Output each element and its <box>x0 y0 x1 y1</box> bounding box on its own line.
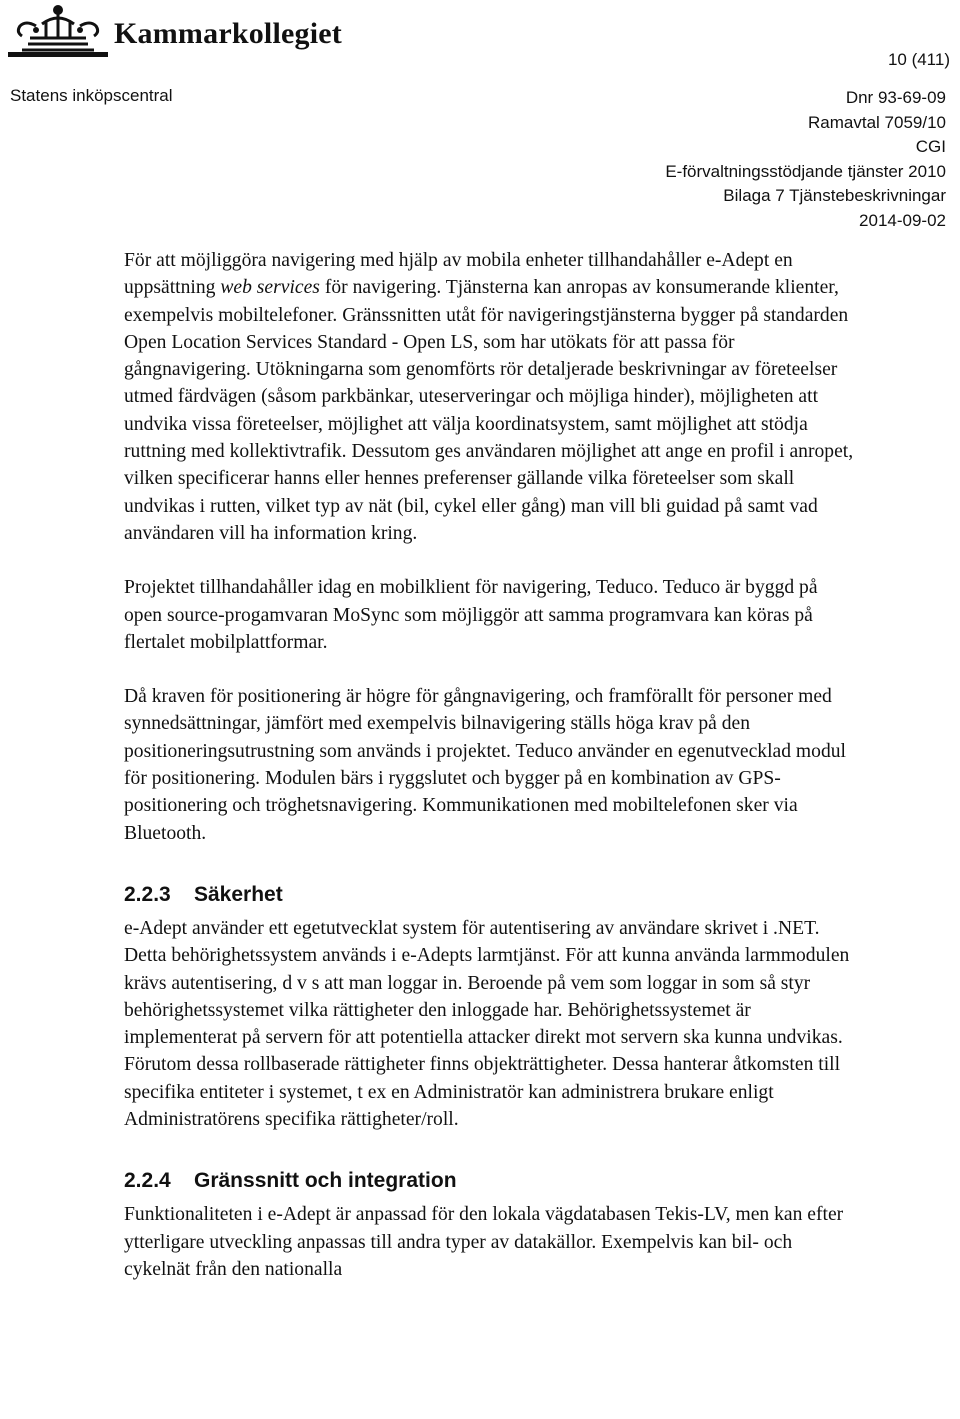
meta-line-appendix: Bilaga 7 Tjänstebeskrivningar <box>723 186 946 206</box>
kammarkollegiet-logo <box>6 4 342 60</box>
paragraph-web-services <box>124 247 854 547</box>
document-body <box>124 247 854 1283</box>
meta-line-date: 2014-09-02 <box>859 210 946 230</box>
section-number: 2.2.4 <box>124 1169 171 1193</box>
section-number: 2.2.3 <box>124 882 171 906</box>
section-title: Säkerhet <box>194 882 283 906</box>
meta-line-supplier: CGI <box>915 137 946 157</box>
paragraph-teduco: Projektet tillhandahåller idag en mobilklient för navigering, Teduco. Teduco är byggd på open source-progamvaran MoSync som möjliggör att samma programvara kan köras på flertalet mobilplattformar. <box>124 577 818 653</box>
meta-line-ramavtal: Ramavtal 7059/10 <box>808 112 946 132</box>
document-meta <box>665 86 946 234</box>
paragraph-security: e-Adept använder ett egetutvecklat system för autentisering av användare skrivet i .NET. Detta behörighetssystem används i e-Adepts larmtjänst. För att kunna använda larmmodulen krävs autentisering, d v s att man loggar in. Beroende på vem som loggar in som så styr behörighetssystemet vilka rättigheter den inloggade har. Behörighetssystemet är implementerat på servern för att potentiella attacker direkt mot servern ska kunna undvikas. Förutom dessa rollbaserade rättigheter finns objekträttigheter. Dessa hanterar åtkomsten till specifika entiteter i systemet, t ex en Administratör kan administrera brukare enligt Administratörens specifika rättigheter/roll. <box>124 917 850 1131</box>
paragraph-italic-term: web services <box>220 277 320 299</box>
meta-line-dnr: Dnr 93-69-09 <box>845 88 946 107</box>
paragraph-text: För att möjliggöra navigering med hjälp av mobila enheter tillhandahåller e-Adept en uppsättning <box>124 250 793 299</box>
organization-name: Statens inköpscentral <box>10 86 173 105</box>
paragraph-text: för navigering. Tjänsterna kan anropas av konsumerande klienter, exempelvis mobiltelefoner. Gränssnitten utåt för navigeringstjänsterna bygger på standarden Open Location Services Standard - Open LS, som har utökats för att passa för gångnavigering. Utökningarna som genomförts rör detaljerade beskrivningar av företeelser utmed färdvägen (såsom parkbänkar, uteserveringar och möjliga hinder), möjligheten att undvika vissa företeelser, möjlighet att välja koordinatsystem, samt möjlighet att stödja ruttning med kollektivtrafik. Dessutom ges användaren möjlighet att ange en profil i anropet, vilken specificerar hanns eller hennes preferenser gällande vilka företeelser som skall undvikas i rutten, vilket typ av nät (bil, cykel eller gång) man vill bli guidad på samt vad användaren vill ha information kring. <box>124 277 854 544</box>
meta-line-contract: E-förvaltningsstödjande tjänster 2010 <box>665 161 946 181</box>
logo-text: Kammarkollegiet <box>114 17 342 50</box>
section-heading-integration <box>124 1167 854 1194</box>
section-title: Gränssnitt och integration <box>194 1169 457 1193</box>
page-number: 10 (411) <box>887 50 950 69</box>
paragraph-positioning: Då kraven för positionering är högre för gångnavigering, och framförallt för personer med synnedsättningar, jämfört med exempelvis bilnavigering ställs höga krav på den positioneringsutrustning som används i projektet. Teduco använder en egenutvecklad modul för positionering. Modulen bärs i ryggslutet och bygger på en kombination av GPS-positionering och tröghetsnavigering. Kommunikationen med mobiltelefonen sker via Bluetooth. <box>124 686 846 844</box>
paragraph-integration: Funktionaliteten i e-Adept är anpassad för den lokala vägdatabasen Tekis-LV, men kan efter ytterligare utveckling anpassas till andra typer av datakällor. Exempelvis kan bil- och cykelnät från den nationalla <box>124 1204 844 1280</box>
crown-icon <box>6 4 110 60</box>
section-heading-security <box>124 881 854 908</box>
